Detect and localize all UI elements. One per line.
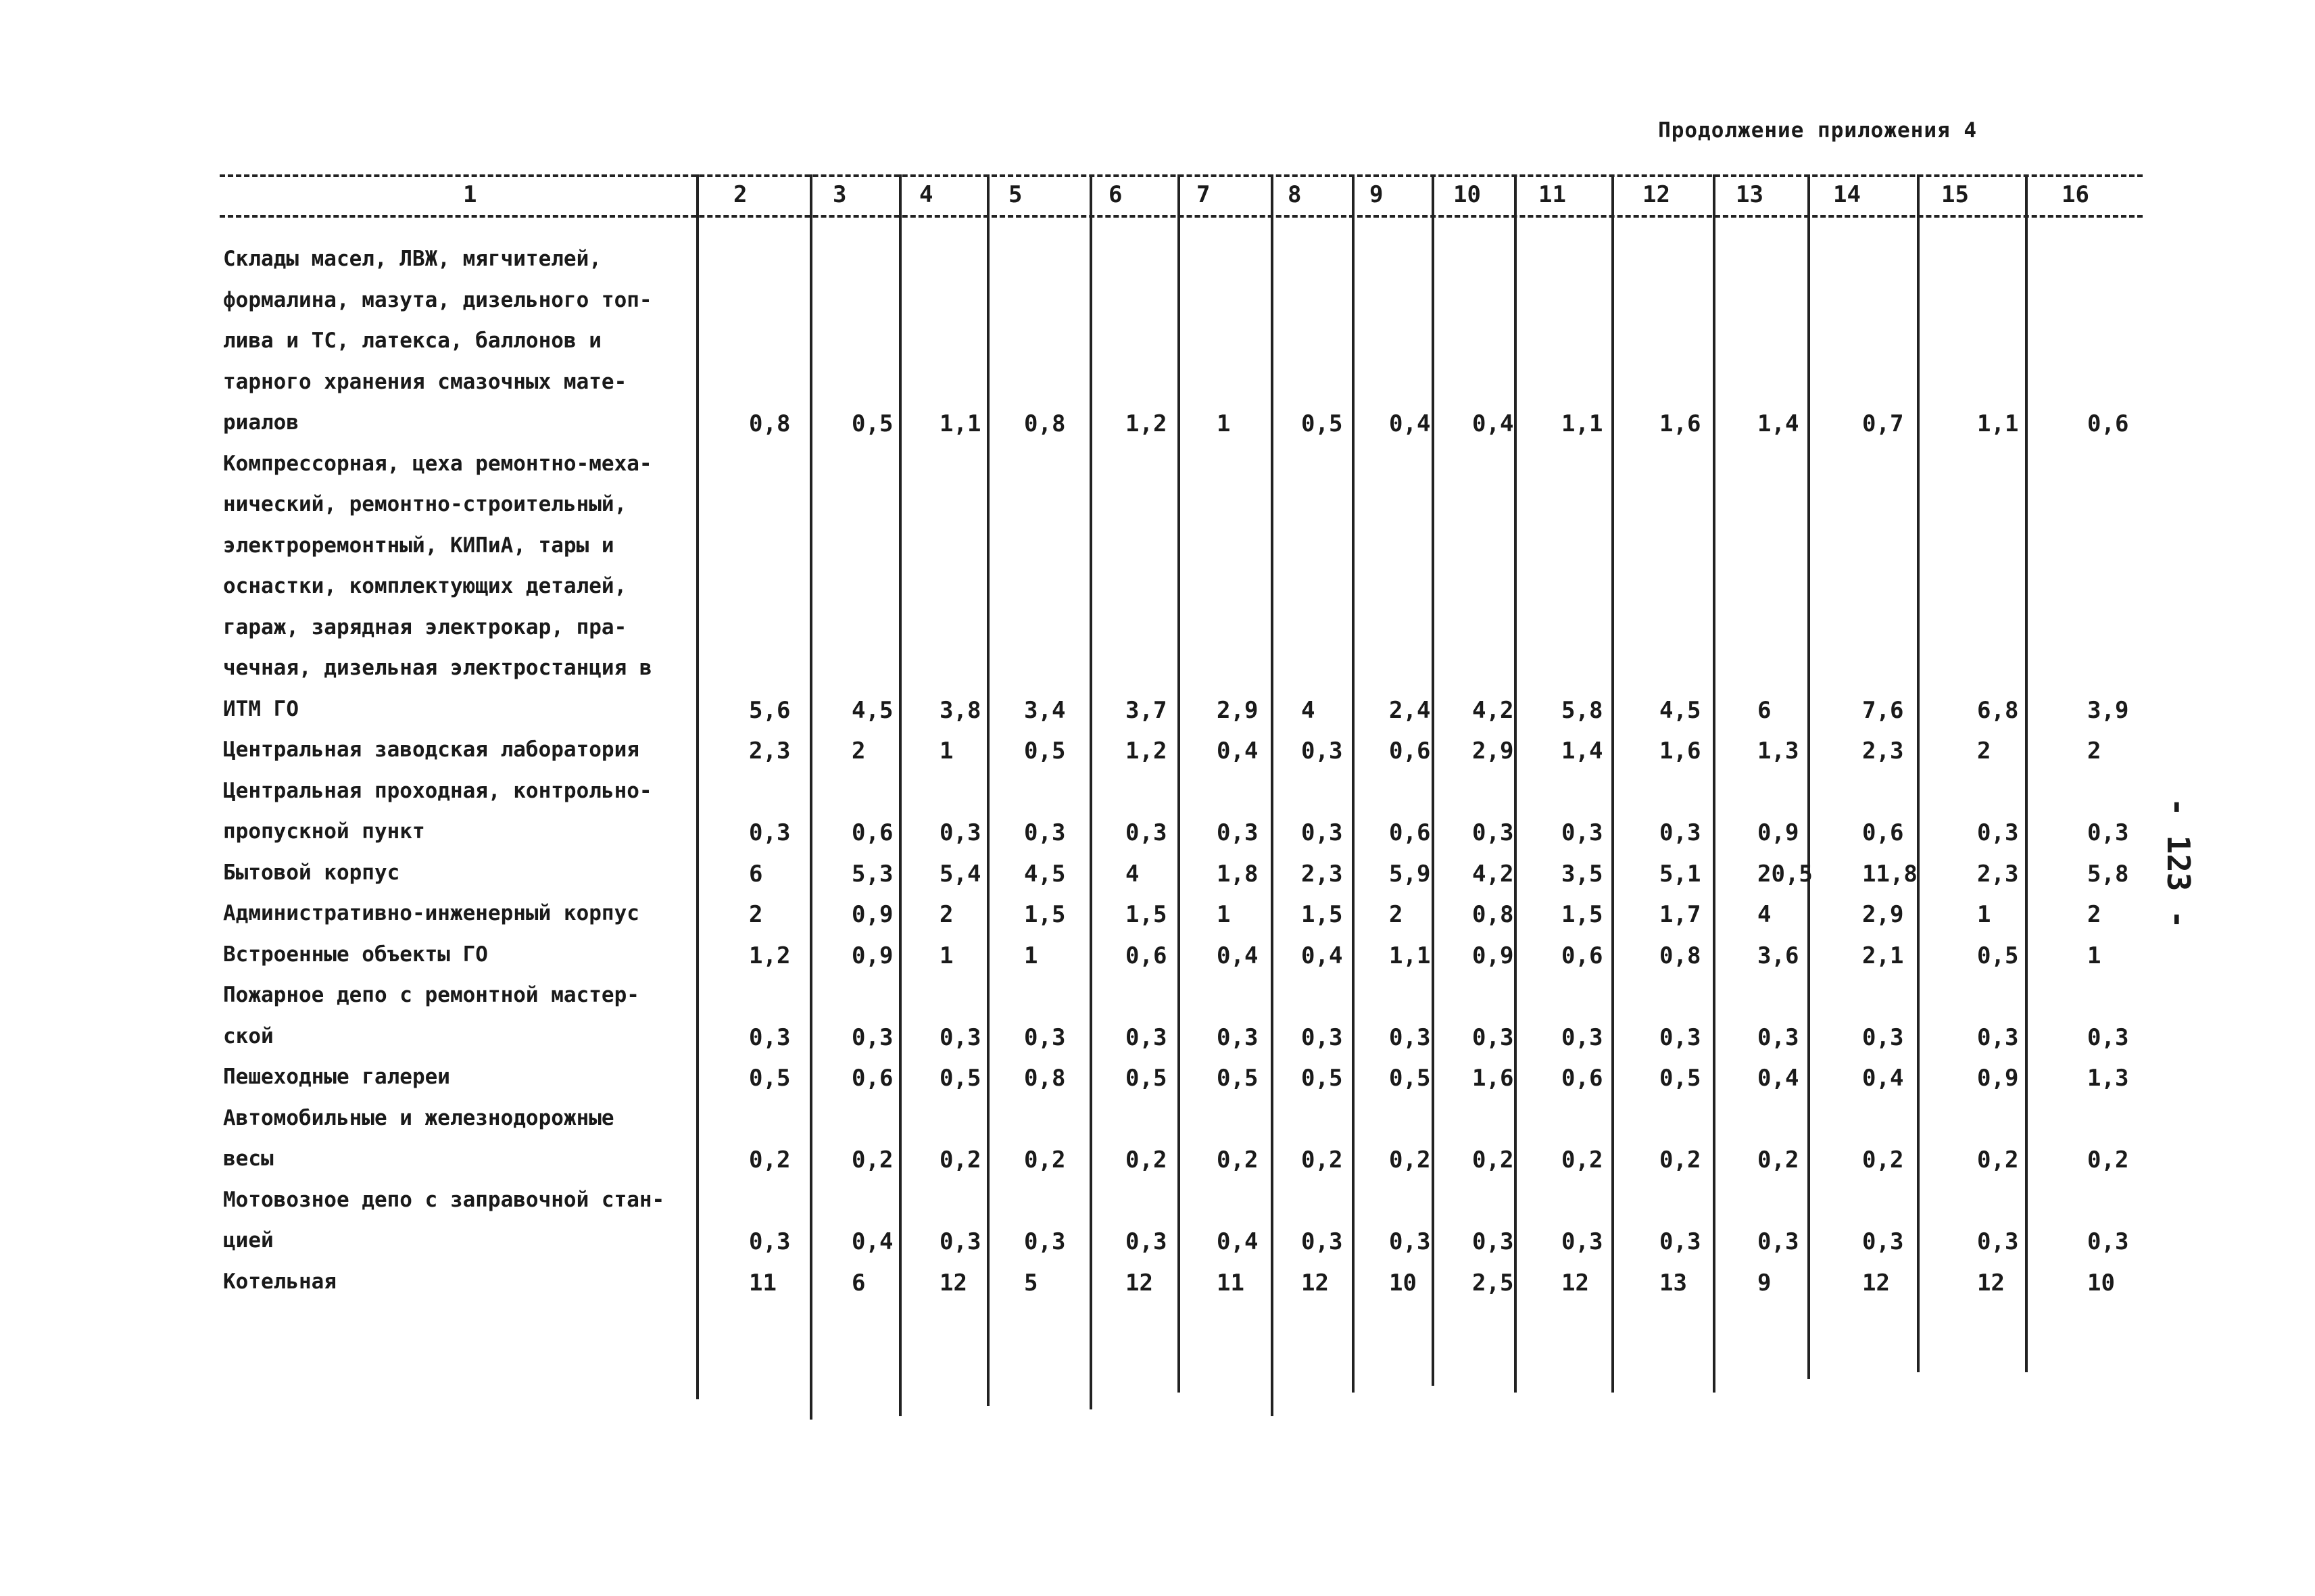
table-cell: 0,3	[1389, 1023, 1431, 1051]
table-cell: 0,5	[1024, 737, 1066, 765]
table-cell: 0,2	[1977, 1146, 2019, 1174]
column-divider	[1611, 174, 1614, 1393]
column-header: 15	[1941, 181, 1969, 208]
table-cell: 1	[940, 737, 954, 765]
table-cell: 0,3	[1125, 1023, 1167, 1051]
table-cell: 0,4	[1217, 737, 1259, 765]
table-cell: 0,3	[1301, 737, 1343, 765]
table-cell: 0,3	[2087, 1228, 2129, 1255]
row-label-line: Пожарное депо с ремонтной мастер-	[223, 983, 639, 1007]
column-header: 3	[833, 181, 847, 208]
column-header: 16	[2062, 181, 2089, 208]
table-cell: 0,4	[1301, 942, 1343, 969]
table-cell: 0,3	[1217, 819, 1259, 846]
row-label-line: тарного хранения смазочных мате-	[223, 369, 627, 394]
row-label-line: риалов	[223, 410, 299, 435]
table-cell: 0,3	[1561, 1023, 1603, 1051]
column-header: 7	[1196, 181, 1211, 208]
table-cell: 2	[1389, 901, 1403, 928]
table-cell: 0,8	[1024, 410, 1066, 437]
table-cell: 2	[2087, 737, 2101, 765]
table-cell: 0,4	[1217, 1228, 1259, 1255]
table-cell: 0,9	[1977, 1065, 2019, 1092]
table-cell: 1,5	[1561, 901, 1603, 928]
table-cell: 0,3	[1472, 819, 1514, 846]
table-cell: 0,6	[1389, 819, 1431, 846]
row-label-line: Мотовозное депо с заправочной стан-	[223, 1187, 665, 1212]
table-cell: 3,5	[1561, 860, 1603, 888]
row-label-line: Склады масел, ЛВЖ, мягчителей,	[223, 247, 602, 271]
table-cell: 11	[1217, 1269, 1244, 1297]
table-cell: 2,3	[1977, 860, 2019, 888]
table-cell: 0,3	[1561, 819, 1603, 846]
table-cell: 0,3	[1472, 1228, 1514, 1255]
table-cell: 0,3	[1125, 819, 1167, 846]
table-cell: 3,8	[940, 696, 981, 724]
table-cell: 0,9	[852, 942, 894, 969]
table-cell: 0,3	[1301, 1228, 1343, 1255]
table-cell: 12	[1561, 1269, 1589, 1297]
row-label-line: Бытовой корпус	[223, 860, 400, 885]
table-cell: 0,3	[1977, 1228, 2019, 1255]
table-cell: 0,3	[749, 1023, 791, 1051]
table-cell: 0,3	[1757, 1228, 1799, 1255]
row-label-line: Встроенные объекты ГО	[223, 942, 488, 967]
table-cell: 0,3	[1977, 1023, 2019, 1051]
table-cell: 0,3	[940, 1023, 981, 1051]
row-label-line: чечная, дизельная электростанция в	[223, 656, 652, 680]
table-cell: 0,3	[1472, 1023, 1514, 1051]
table-cell: 0,3	[749, 1228, 791, 1255]
column-divider	[1807, 174, 1810, 1379]
table-cell: 0,3	[940, 819, 981, 846]
column-header: 12	[1642, 181, 1670, 208]
table-cell: 0,8	[1472, 901, 1514, 928]
table-cell: 0,2	[852, 1146, 894, 1174]
table-cell: 1,4	[1561, 737, 1603, 765]
header-bottom-rule	[220, 215, 2143, 218]
table-cell: 0,3	[1024, 1228, 1066, 1255]
table-cell: 0,6	[2087, 410, 2129, 437]
table-cell: 0,2	[1301, 1146, 1343, 1174]
table-cell: 0,3	[1659, 1023, 1701, 1051]
table-cell: 0,3	[1217, 1023, 1259, 1051]
table-cell: 1,8	[1217, 860, 1259, 888]
table-cell: 1,5	[1125, 901, 1167, 928]
table-cell: 0,9	[852, 901, 894, 928]
table-cell: 2,3	[749, 737, 791, 765]
row-label-line: гараж, зарядная электрокар, пра-	[223, 614, 627, 639]
row-label-line: Центральная заводская лаборатория	[223, 737, 639, 762]
table-cell: 2	[852, 737, 866, 765]
table-cell: 1,3	[1757, 737, 1799, 765]
row-label-line: Котельная	[223, 1269, 337, 1294]
table-cell: 0,2	[2087, 1146, 2129, 1174]
table-cell: 0,2	[1125, 1146, 1167, 1174]
table-cell: 2,1	[1862, 942, 1904, 969]
row-label-line: Автомобильные и железнодорожные	[223, 1105, 614, 1130]
row-label-line: ИТМ ГО	[223, 696, 299, 721]
table-cell: 0,5	[1301, 1065, 1343, 1092]
table-cell: 0,3	[1977, 819, 2019, 846]
row-label-line: Пешеходные галереи	[223, 1065, 450, 1089]
table-cell: 2,9	[1472, 737, 1514, 765]
column-header: 14	[1833, 181, 1861, 208]
table-cell: 0,3	[1024, 1023, 1066, 1051]
row-label-line: оснастки, комплектующих деталей,	[223, 574, 627, 598]
row-label-line: Административно-инженерный корпус	[223, 901, 639, 925]
column-divider	[1271, 174, 1273, 1416]
table-cell: 9	[1757, 1269, 1772, 1297]
column-divider	[987, 174, 990, 1406]
table-cell: 13	[1659, 1269, 1687, 1297]
table-cell: 1,5	[1301, 901, 1343, 928]
column-header: 1	[463, 181, 477, 208]
continuation-caption: Продолжение приложения 4	[1658, 118, 1977, 143]
table-cell: 0,3	[1125, 1228, 1167, 1255]
table-cell: 0,2	[1217, 1146, 1259, 1174]
table-cell: 0,2	[1472, 1146, 1514, 1174]
row-label-line: лива и ТС, латекса, баллонов и	[223, 329, 602, 353]
table-cell: 3,4	[1024, 696, 1066, 724]
table-cell: 1,6	[1472, 1065, 1514, 1092]
table-cell: 4	[1301, 696, 1315, 724]
column-divider	[1514, 174, 1517, 1393]
table-cell: 2	[940, 901, 954, 928]
table-cell: 0,3	[1389, 1228, 1431, 1255]
column-divider	[1352, 174, 1355, 1393]
column-header: 6	[1108, 181, 1123, 208]
table-cell: 1	[2087, 942, 2101, 969]
table-cell: 4,2	[1472, 696, 1514, 724]
column-divider	[1917, 174, 1920, 1372]
table-cell: 1,4	[1757, 410, 1799, 437]
column-divider	[899, 174, 902, 1416]
column-header: 8	[1288, 181, 1302, 208]
table-cell: 0,5	[1125, 1065, 1167, 1092]
table-cell: 1,7	[1659, 901, 1701, 928]
table-cell: 0,6	[852, 819, 894, 846]
table-cell: 0,7	[1862, 410, 1904, 437]
table-cell: 0,9	[1757, 819, 1799, 846]
table-cell: 0,4	[1862, 1065, 1904, 1092]
row-label-line: цией	[223, 1228, 274, 1253]
table-cell: 0,5	[1659, 1065, 1701, 1092]
table-cell: 0,2	[1659, 1146, 1701, 1174]
page-number: - 123 -	[2160, 798, 2197, 929]
table-cell: 0,5	[852, 410, 894, 437]
table-cell: 0,8	[1024, 1065, 1066, 1092]
table-cell: 0,3	[1659, 1228, 1701, 1255]
table-cell: 0,3	[1659, 819, 1701, 846]
table-cell: 6	[1757, 696, 1772, 724]
table-cell: 2,9	[1217, 696, 1259, 724]
table-cell: 12	[1977, 1269, 2005, 1297]
table-cell: 0,3	[1024, 819, 1066, 846]
table-cell: 12	[1301, 1269, 1329, 1297]
row-label-line: Центральная проходная, контрольно-	[223, 778, 652, 803]
table-cell: 0,4	[1757, 1065, 1799, 1092]
table-cell: 5,3	[852, 860, 894, 888]
table-cell: 7,6	[1862, 696, 1904, 724]
table-cell: 0,5	[940, 1065, 981, 1092]
table-cell: 10	[1389, 1269, 1417, 1297]
column-divider	[1090, 174, 1092, 1409]
table-cell: 2	[2087, 901, 2101, 928]
table-cell: 0,2	[749, 1146, 791, 1174]
table-cell: 11	[749, 1269, 777, 1297]
table-cell: 1,1	[1389, 942, 1431, 969]
table-cell: 0,3	[1862, 1023, 1904, 1051]
table-cell: 0,9	[1472, 942, 1514, 969]
table-cell: 0,6	[1561, 1065, 1603, 1092]
table-cell: 0,8	[1659, 942, 1701, 969]
column-header: 4	[919, 181, 933, 208]
table-cell: 0,4	[852, 1228, 894, 1255]
row-label-line: ской	[223, 1023, 274, 1048]
table-cell: 0,3	[1862, 1228, 1904, 1255]
table-cell: 1,3	[2087, 1065, 2129, 1092]
table-cell: 1,2	[749, 942, 791, 969]
table-cell: 5,8	[1561, 696, 1603, 724]
table-cell: 11,8	[1862, 860, 1918, 888]
row-label-line: весы	[223, 1146, 274, 1171]
table-cell: 1	[1217, 410, 1231, 437]
column-divider	[1713, 174, 1715, 1393]
table-cell: 12	[1125, 1269, 1153, 1297]
table-cell: 4	[1757, 901, 1772, 928]
table-cell: 0,4	[1217, 942, 1259, 969]
table-cell: 4	[1125, 860, 1140, 888]
table-cell: 0,2	[940, 1146, 981, 1174]
table-cell: 5,1	[1659, 860, 1701, 888]
table-cell: 2,3	[1862, 737, 1904, 765]
table-cell: 5,8	[2087, 860, 2129, 888]
table-cell: 0,3	[1561, 1228, 1603, 1255]
table-cell: 0,3	[852, 1023, 894, 1051]
table-cell: 0,6	[1125, 942, 1167, 969]
table-cell: 0,5	[1977, 942, 2019, 969]
table-cell: 0,3	[2087, 819, 2129, 846]
table-cell: 0,6	[1389, 737, 1431, 765]
table-cell: 2	[749, 901, 763, 928]
table-cell: 4,5	[852, 696, 894, 724]
table-cell: 0,3	[2087, 1023, 2129, 1051]
table-cell: 0,6	[1561, 942, 1603, 969]
table-cell: 1	[1217, 901, 1231, 928]
table-cell: 1	[940, 942, 954, 969]
table-cell: 0,2	[1757, 1146, 1799, 1174]
table-cell: 0,5	[1301, 410, 1343, 437]
table-cell: 5,4	[940, 860, 981, 888]
table-top-rule	[220, 174, 2143, 177]
table-cell: 6,8	[1977, 696, 2019, 724]
column-header: 10	[1453, 181, 1481, 208]
row-label-line: формалина, мазута, дизельного топ-	[223, 287, 652, 312]
table-cell: 2	[1977, 737, 1991, 765]
table-cell: 0,8	[749, 410, 791, 437]
table-cell: 1	[1977, 901, 1991, 928]
table-cell: 0,4	[1472, 410, 1514, 437]
table-cell: 12	[940, 1269, 967, 1297]
table-cell: 6	[749, 860, 763, 888]
table-cell: 5,6	[749, 696, 791, 724]
table-cell: 2,5	[1472, 1269, 1514, 1297]
table-cell: 0,6	[852, 1065, 894, 1092]
table-cell: 2,3	[1301, 860, 1343, 888]
table-cell: 5,9	[1389, 860, 1431, 888]
table-cell: 0,4	[1389, 410, 1431, 437]
table-cell: 12	[1862, 1269, 1890, 1297]
column-header: 9	[1369, 181, 1384, 208]
table-cell: 1,2	[1125, 737, 1167, 765]
table-cell: 0,5	[1217, 1065, 1259, 1092]
table-cell: 0,3	[1301, 1023, 1343, 1051]
column-divider	[1177, 174, 1180, 1393]
column-divider	[810, 174, 812, 1420]
table-cell: 3,7	[1125, 696, 1167, 724]
table-cell: 1,1	[1977, 410, 2019, 437]
table-cell: 0,5	[1389, 1065, 1431, 1092]
table-cell: 0,2	[1389, 1146, 1431, 1174]
table-cell: 1,2	[1125, 410, 1167, 437]
column-header: 11	[1538, 181, 1566, 208]
table-cell: 0,3	[1757, 1023, 1799, 1051]
table-cell: 1,6	[1659, 737, 1701, 765]
row-label-line: электроремонтный, КИПиА, тары и	[223, 533, 614, 558]
table-cell: 0,6	[1862, 819, 1904, 846]
table-cell: 4,2	[1472, 860, 1514, 888]
table-cell: 2,9	[1862, 901, 1904, 928]
column-divider	[696, 174, 699, 1399]
table-cell: 10	[2087, 1269, 2115, 1297]
table-cell: 6	[852, 1269, 866, 1297]
table-cell: 0,2	[1561, 1146, 1603, 1174]
column-header: 2	[733, 181, 748, 208]
column-header: 13	[1736, 181, 1763, 208]
table-cell: 1	[1024, 942, 1038, 969]
table-cell: 0,3	[1301, 819, 1343, 846]
table-cell: 1,5	[1024, 901, 1066, 928]
table-cell: 0,5	[749, 1065, 791, 1092]
table-cell: 0,3	[940, 1228, 981, 1255]
row-label-line: пропускной пункт	[223, 819, 425, 844]
table-cell: 4,5	[1024, 860, 1066, 888]
table-cell: 20,5	[1757, 860, 1813, 888]
table-cell: 1,1	[1561, 410, 1603, 437]
row-label-line: Компрессорная, цеха ремонтно-меха-	[223, 451, 652, 476]
column-divider	[2025, 174, 2028, 1372]
column-divider	[1432, 174, 1434, 1386]
table-cell: 2,4	[1389, 696, 1431, 724]
table-cell: 5	[1024, 1269, 1038, 1297]
table-cell: 0,3	[749, 819, 791, 846]
table-cell: 0,2	[1862, 1146, 1904, 1174]
table-cell: 1,6	[1659, 410, 1701, 437]
table-cell: 3,9	[2087, 696, 2129, 724]
table-cell: 3,6	[1757, 942, 1799, 969]
column-header: 5	[1008, 181, 1023, 208]
table-cell: 0,2	[1024, 1146, 1066, 1174]
row-label-line: нический, ремонтно-строительный,	[223, 492, 627, 516]
table-cell: 4,5	[1659, 696, 1701, 724]
table-cell: 1,1	[940, 410, 981, 437]
